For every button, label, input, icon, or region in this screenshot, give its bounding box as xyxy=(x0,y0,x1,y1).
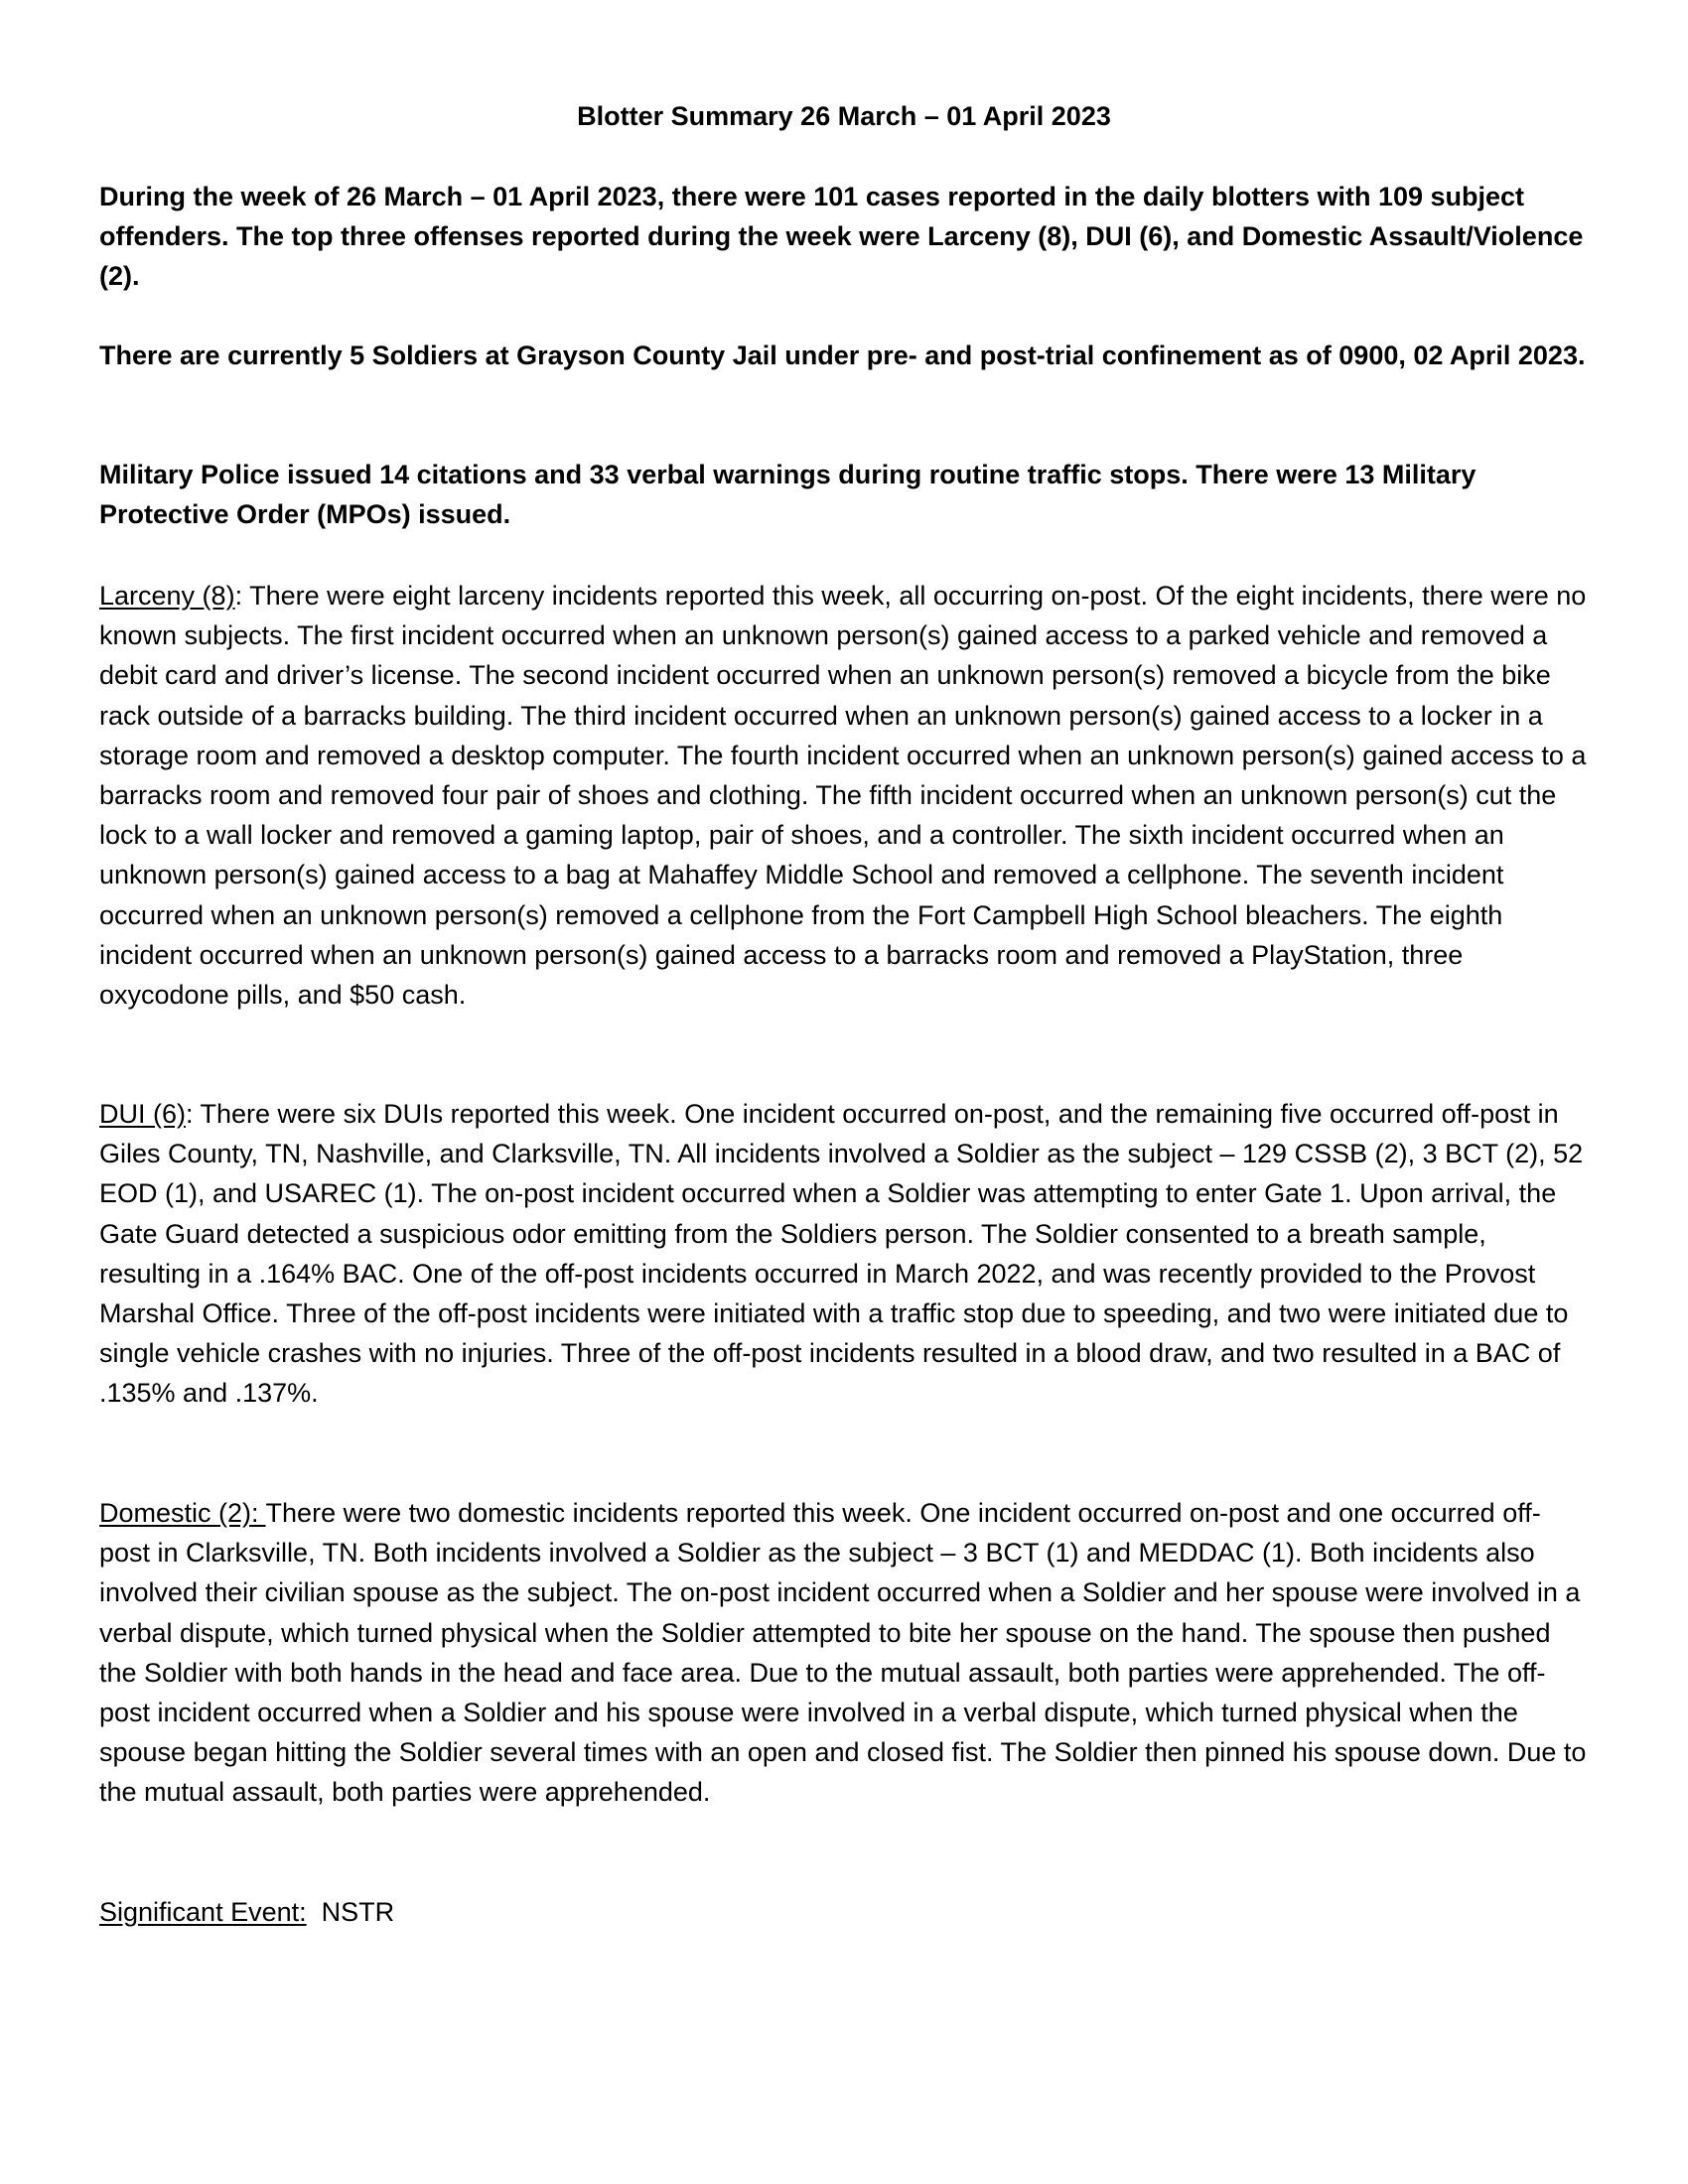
document-title: Blotter Summary 26 March – 01 April 2023 xyxy=(577,101,1111,131)
section-body-larceny: There were eight larceny incidents reported this week, all occurring on-post. Of the eight incidents, there were no known subjects. The first incident occurred when an unknown person(s) gained access to a parked vehicle and removed a debit card and driver’s license. The second incident occurred when an unknown person(s) removed a bicycle from the bike rack outside of a barracks building. The third incident occurred when an unknown person(s) gained access to a locker in a storage room and removed a desktop computer. The fourth incident occurred when an unknown person(s) gained access to a barracks room and removed four pair of shoes and clothing. The fifth incident occurred when an unknown person(s) cut the lock to a wall locker and removed a gaming laptop, pair of shoes, and a controller. The sixth incident occurred when an unknown person(s) gained access to a bag at Mahaffey Middle School and removed a cellphone. The seventh incident occurred when an unknown person(s) removed a cellphone from the Fort Campbell High School bleachers. The eighth incident occurred when an unknown person(s) gained access to a barracks room and removed a PlayStation, three oxycodone pills, and $50 cash. xyxy=(99,581,1587,1011)
summary-confinement: There are currently 5 Soldiers at Grayson County Jail under pre- and post-trial confinement as of 0900, 02 April 2023. xyxy=(99,341,1586,370)
section-body-dui: There were six DUIs reported this week. One incident occurred on-post, and the remaining five occurred off-post in Giles County, TN, Nashville, and Clarksville, TN. All incidents involved a Soldier as the subject – 129 CSSB (2), 3 BCT (2), 52 EOD (1), and USAREC (1). The on-post incident occurred when a Soldier was attempting to enter Gate 1. Upon arrival, the Gate Guard detected a suspicious odor emitting from the Soldiers person. The Soldier consented to a breath sample, resulting in a .164% BAC. One of the off-post incidents occurred in March 2022, and was recently provided to the Provost Marshal Office. Three of the off-post incidents were initiated with a traffic stop due to speeding, and two were initiated due to single vehicle crashes with no injuries. Three of the off-post incidents resulted in a blood draw, and two resulted in a BAC of .135% and .137%. xyxy=(99,1099,1584,1409)
section-label-significant-event: Significant Event: xyxy=(99,1897,307,1927)
section-body-domestic: There were two domestic incidents reported this week. One incident occurred on-post and one occurred off-post in Clarksville, TN. Both incidents involved a Soldier as the subject – 3 BCT (1) and MEDDAC (1). Both incidents also involved their civilian spouse as the subject. The on-post incident occurred when a Soldier and her spouse were involved in a verbal dispute, which turned physical when the Soldier attempted to bite her spouse on the hand. The spouse then pushed the Soldier with both hands in the head and face area. Due to the mutual assault, both parties were apprehended. The off-post incident occurred when a Soldier and his spouse were involved in a verbal dispute, which turned physical when the spouse began hitting the Soldier several times with an open and closed fist. The Soldier then pinned his spouse down. Due to the mutual assault, both parties were apprehended. xyxy=(99,1498,1587,1808)
section-domestic xyxy=(99,1493,1589,1813)
summary-overview: During the week of 26 March – 01 April 2023, there were 101 cases reported in the daily blotters with 109 subject offenders. The top three offenses reported during the week were Larceny (8), DUI (6), and Domestic Assault/Violence (2). xyxy=(99,182,1584,292)
section-label-domestic: Domestic (2): xyxy=(99,1498,266,1528)
summary-traffic: Military Police issued 14 citations and 33 verbal warnings during routine traffic stops. There were 13 Military Protective Order (MPOs) issued. xyxy=(99,460,1477,530)
section-separator: : xyxy=(234,581,250,611)
section-label-dui: DUI (6) xyxy=(99,1099,186,1129)
section-body-significant-event: NSTR xyxy=(321,1897,395,1927)
section-label-larceny: Larceny (8) xyxy=(99,581,235,611)
section-dui xyxy=(99,1094,1589,1414)
section-larceny xyxy=(99,576,1589,1015)
section-significant-event xyxy=(99,1892,1589,1932)
section-separator xyxy=(307,1897,322,1927)
section-separator: : xyxy=(186,1099,201,1129)
